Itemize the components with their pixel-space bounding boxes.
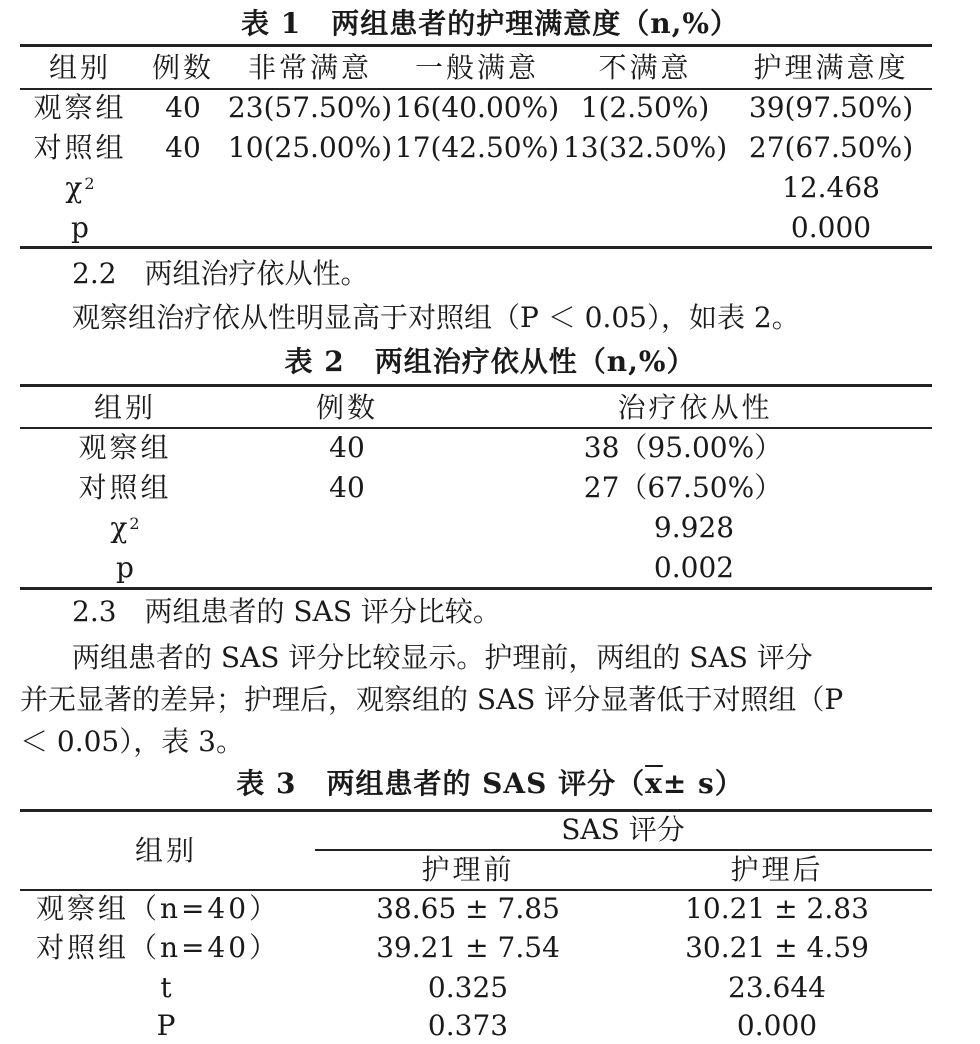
table2-p-label: p: [116, 551, 134, 584]
table2-row1-count: 40: [329, 431, 365, 464]
table1-row2-count: 40: [165, 131, 201, 164]
table1-row2-unsatisfied: 13(32.50%): [562, 131, 728, 164]
table1-row1-unsatisfied: 1(2.50%): [580, 91, 710, 124]
table2-bottom-rule: [20, 587, 932, 590]
table3-p-before: 0.373: [427, 1009, 509, 1042]
table1-chi-symbol: χ: [65, 171, 83, 204]
table3-header-before-care: 护理前: [421, 853, 515, 886]
table3-p-label: P: [156, 1009, 176, 1042]
table1-bottom-rule: [20, 246, 932, 249]
table2-chi-superscript: 2: [129, 514, 140, 533]
table2-chi-symbol: χ: [110, 511, 128, 544]
table3-top-rule: [20, 809, 932, 812]
table2-header-count: 例数: [315, 391, 379, 424]
table1-p-label: p: [71, 211, 89, 244]
table1-row1-group: 观察组: [33, 91, 127, 124]
table3-t-label: t: [160, 971, 172, 1004]
table1-chi-square-value: 12.468: [782, 171, 880, 204]
table1-title: 两组患者的护理满意度（n,%）: [331, 7, 739, 40]
table1-header-group: 组别: [48, 51, 112, 84]
section23-line1: 两组患者的 SAS 评分比较显示。护理前，两组的 SAS 评分: [72, 641, 813, 674]
table3-label: 表 3: [236, 767, 297, 800]
table1-header-very-satisfied: 非常满意: [247, 51, 373, 84]
table3-row2-after: 30.21 ± 4.59: [685, 931, 869, 964]
table2-header-group: 组别: [93, 391, 157, 424]
table1-caption: [0, 2, 980, 42]
table1-header-satisfied: 一般满意: [414, 51, 540, 84]
table2-chi-square-value: 9.928: [653, 511, 735, 544]
table2-row2-group: 对照组: [78, 471, 172, 504]
table1-row2-satisfied: 17(42.50%): [394, 131, 560, 164]
section23-heading: 2.3 两组患者的 SAS 评分比较。: [72, 595, 501, 628]
table1-chi-superscript: 2: [84, 174, 95, 193]
table2-row1-compliance: 38（95.00%）: [583, 431, 783, 464]
section23-line2: 并无显著的差异；护理后，观察组的 SAS 评分显著低于对照组（P: [20, 683, 844, 716]
table1-header-count: 例数: [151, 51, 215, 84]
table3-row1-before: 38.65 ± 7.85: [376, 892, 560, 925]
table3-title-prefix: 两组患者的 SAS 评分（: [326, 767, 646, 800]
section23-line3: ＜ 0.05），表 3。: [20, 725, 244, 758]
table3-header-group: 组别: [134, 834, 198, 867]
table2-header-compliance: 治疗依从性: [617, 391, 773, 424]
table3-title-xbar: $\overline{x}$: [645, 767, 663, 800]
table1-row1-satisfaction-rate: 39(97.50%): [748, 91, 914, 124]
table3-row1-group: 观察组（n=40）: [35, 892, 281, 925]
section22-body: 观察组治疗依从性明显高于对照组（P ＜ 0.05），如表 2。: [72, 301, 800, 334]
table1-header-unsatisfied: 不满意: [598, 51, 692, 84]
table3-span-rule: [315, 849, 932, 851]
table2-header-rule: [20, 427, 932, 429]
table3-t-before: 0.325: [427, 971, 509, 1004]
table1-label: 表 1: [241, 7, 302, 40]
table3-t-after: 23.644: [728, 971, 826, 1004]
table1-row2-very-satisfied: 10(25.00%): [227, 131, 393, 164]
table2-chi-square-label: [110, 510, 139, 546]
section22-heading: 2.2 两组治疗依从性。: [72, 257, 369, 290]
table1-top-rule: [20, 44, 932, 47]
table1-row2-group: 对照组: [33, 131, 127, 164]
table2-row2-compliance: 27（67.50%）: [583, 471, 783, 504]
table2-label: 表 2: [284, 345, 345, 378]
table3-header-after-care: 护理后: [730, 853, 824, 886]
table1-row1-very-satisfied: 23(57.50%): [227, 91, 393, 124]
table3-row2-group: 对照组（n=40）: [35, 931, 281, 964]
table1-header-satisfaction-rate: 护理满意度: [753, 51, 909, 84]
table3-row2-before: 39.21 ± 7.54: [376, 931, 560, 964]
table2-row1-group: 观察组: [78, 431, 172, 464]
table1-p-value: 0.000: [790, 211, 872, 244]
table1-row1-count: 40: [165, 91, 201, 124]
table2-top-rule: [20, 384, 932, 387]
table3-row1-after: 10.21 ± 2.83: [685, 892, 869, 925]
table2-p-value: 0.002: [653, 551, 735, 584]
table1-row2-satisfaction-rate: 27(67.50%): [748, 131, 914, 164]
table2-row2-count: 40: [329, 471, 365, 504]
table3-title-suffix: ± s）: [662, 767, 744, 800]
table3-p-after: 0.000: [736, 1009, 818, 1042]
table1-row1-satisfied: 16(40.00%): [394, 91, 560, 124]
table2-caption: [0, 340, 980, 380]
table3-header-sas-score: SAS 评分: [561, 813, 685, 846]
table3-caption: [0, 762, 980, 802]
table2-title: 两组治疗依从性（n,%）: [374, 345, 696, 378]
table1-chi-square-label: [65, 170, 94, 206]
